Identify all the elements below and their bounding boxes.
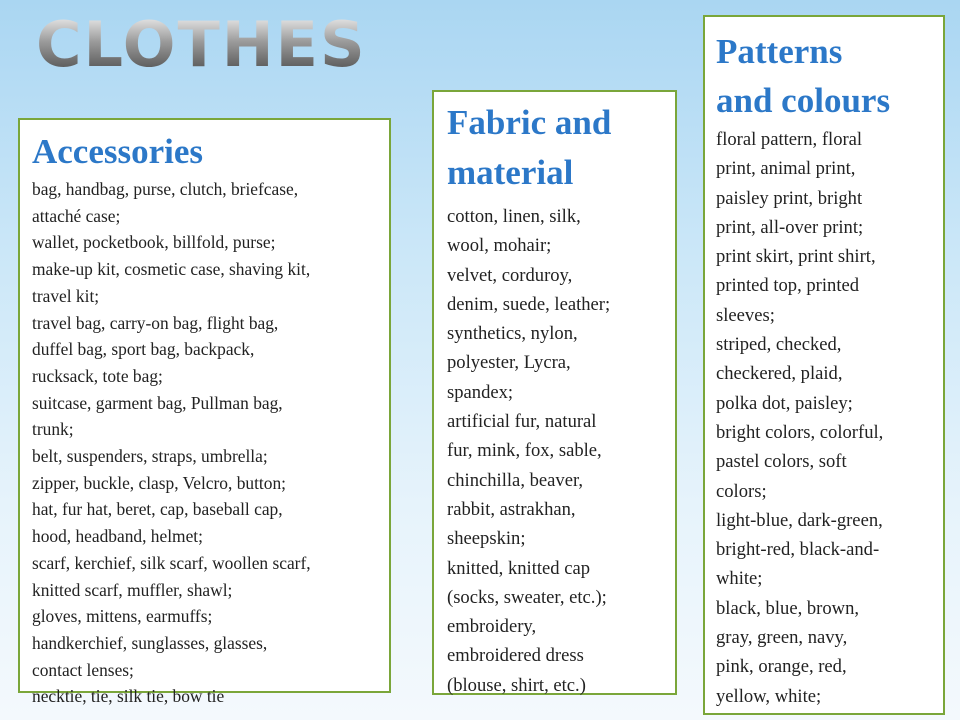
fabric-line: embroidery, [447,616,537,638]
accessories-line: knitted scarf, muffler, shawl; [32,579,233,600]
accessories-line: bag, handbag, purse, clutch, briefcase, [32,179,299,199]
patterns-heading-line1: Patterns [716,32,843,71]
accessories-line: hat, fur hat, beret, cap, baseball cap, [32,499,283,520]
fabric-line: synthetics, nylon, [447,323,578,345]
fabric-line: cotton, linen, silk, [447,206,581,227]
patterns-line: paisley print, bright [716,187,863,209]
patterns-line: polka dot, paisley; [716,392,853,414]
fabric-line: velvet, corduroy, [447,264,573,286]
accessories-panel [18,118,391,707]
patterns-line: sleeves; [716,304,775,326]
accessories-heading: Accessories [32,132,204,171]
patterns-heading-line2: and colours [716,81,891,120]
fabric-line: wool, mohair; [447,235,552,257]
patterns-line: gray, green, navy, [716,627,848,649]
patterns-line: checkered, plaid, [716,363,843,385]
accessories-line: handkerchief, sunglasses, glasses, [32,632,268,653]
patterns-line: bright colors, colorful, [716,421,884,443]
fabric-panel [432,90,677,695]
accessories-line: make-up kit, cosmetic case, shaving kit, [32,259,311,280]
fabric-line: knitted, knitted cap [447,557,591,579]
patterns-line: striped, checked, [716,334,842,356]
accessories-line: necktie, tie, silk tie, bow tie [32,686,225,707]
accessories-line: suitcase, garment bag, Pullman bag, [32,392,283,413]
patterns-line: floral pattern, floral [716,129,863,150]
accessories-line: gloves, mittens, earmuffs; [32,606,213,627]
fabric-list [447,202,675,700]
accessories-line: attaché case; [32,205,121,226]
patterns-line: print, all-over print; [716,216,864,238]
fabric-line: chinchilla, beaver, [447,469,584,491]
patterns-line: yellow, white; [716,685,822,707]
accessories-line: scarf, kerchief, silk scarf, woollen scarf, [32,552,311,573]
patterns-heading [716,27,943,125]
accessories-line: travel kit; [32,285,100,306]
patterns-panel [703,15,945,715]
fabric-heading-line1: Fabric and [447,103,612,142]
fabric-line: (blouse, shirt, etc.) [447,674,586,696]
patterns-line: light-blue, dark-green, [716,509,883,531]
accessories-list [32,176,389,710]
patterns-line: pink, orange, red, [716,656,847,678]
fabric-line: sheepskin; [447,528,526,550]
accessories-line: duffel bag, sport bag, backpack, [32,339,255,360]
slide-title: CLOTHES [36,8,367,81]
fabric-heading-line2: material [447,153,574,192]
patterns-line: black, blue, brown, [716,597,860,619]
fabric-line: spandex; [447,381,514,403]
fabric-line: fur, mink, fox, sable, [447,440,602,462]
accessories-line: trunk; [32,419,74,440]
patterns-line: print, animal print, [716,158,856,180]
accessories-line: belt, suspenders, straps, umbrella; [32,446,268,467]
patterns-line: bright-red, black-and- [716,539,880,561]
fabric-line: denim, suede, leather; [447,293,611,315]
fabric-heading [447,98,675,198]
accessories-line: contact lenses; [32,659,134,680]
fabric-line: polyester, Lycra, [447,352,571,374]
accessories-line: zipper, buckle, clasp, Velcro, button; [32,472,286,493]
patterns-line: white; [716,568,763,590]
fabric-line: rabbit, astrakhan, [447,498,576,520]
patterns-list [716,125,943,711]
patterns-line: printed top, printed [716,275,860,297]
accessories-line: hood, headband, helmet; [32,526,203,547]
accessories-line: travel bag, carry-on bag, flight bag, [32,312,279,333]
accessories-line: rucksack, tote bag; [32,365,163,386]
fabric-line: embroidered dress [447,645,584,667]
patterns-line: print skirt, print shirt, [716,246,876,268]
fabric-line: (socks, sweater, etc.); [447,586,607,608]
fabric-line: artificial fur, natural [447,411,597,433]
patterns-line: pastel colors, soft [716,451,847,473]
patterns-line: colors; [716,480,767,502]
accessories-line: wallet, pocketbook, billfold, purse; [32,232,276,253]
